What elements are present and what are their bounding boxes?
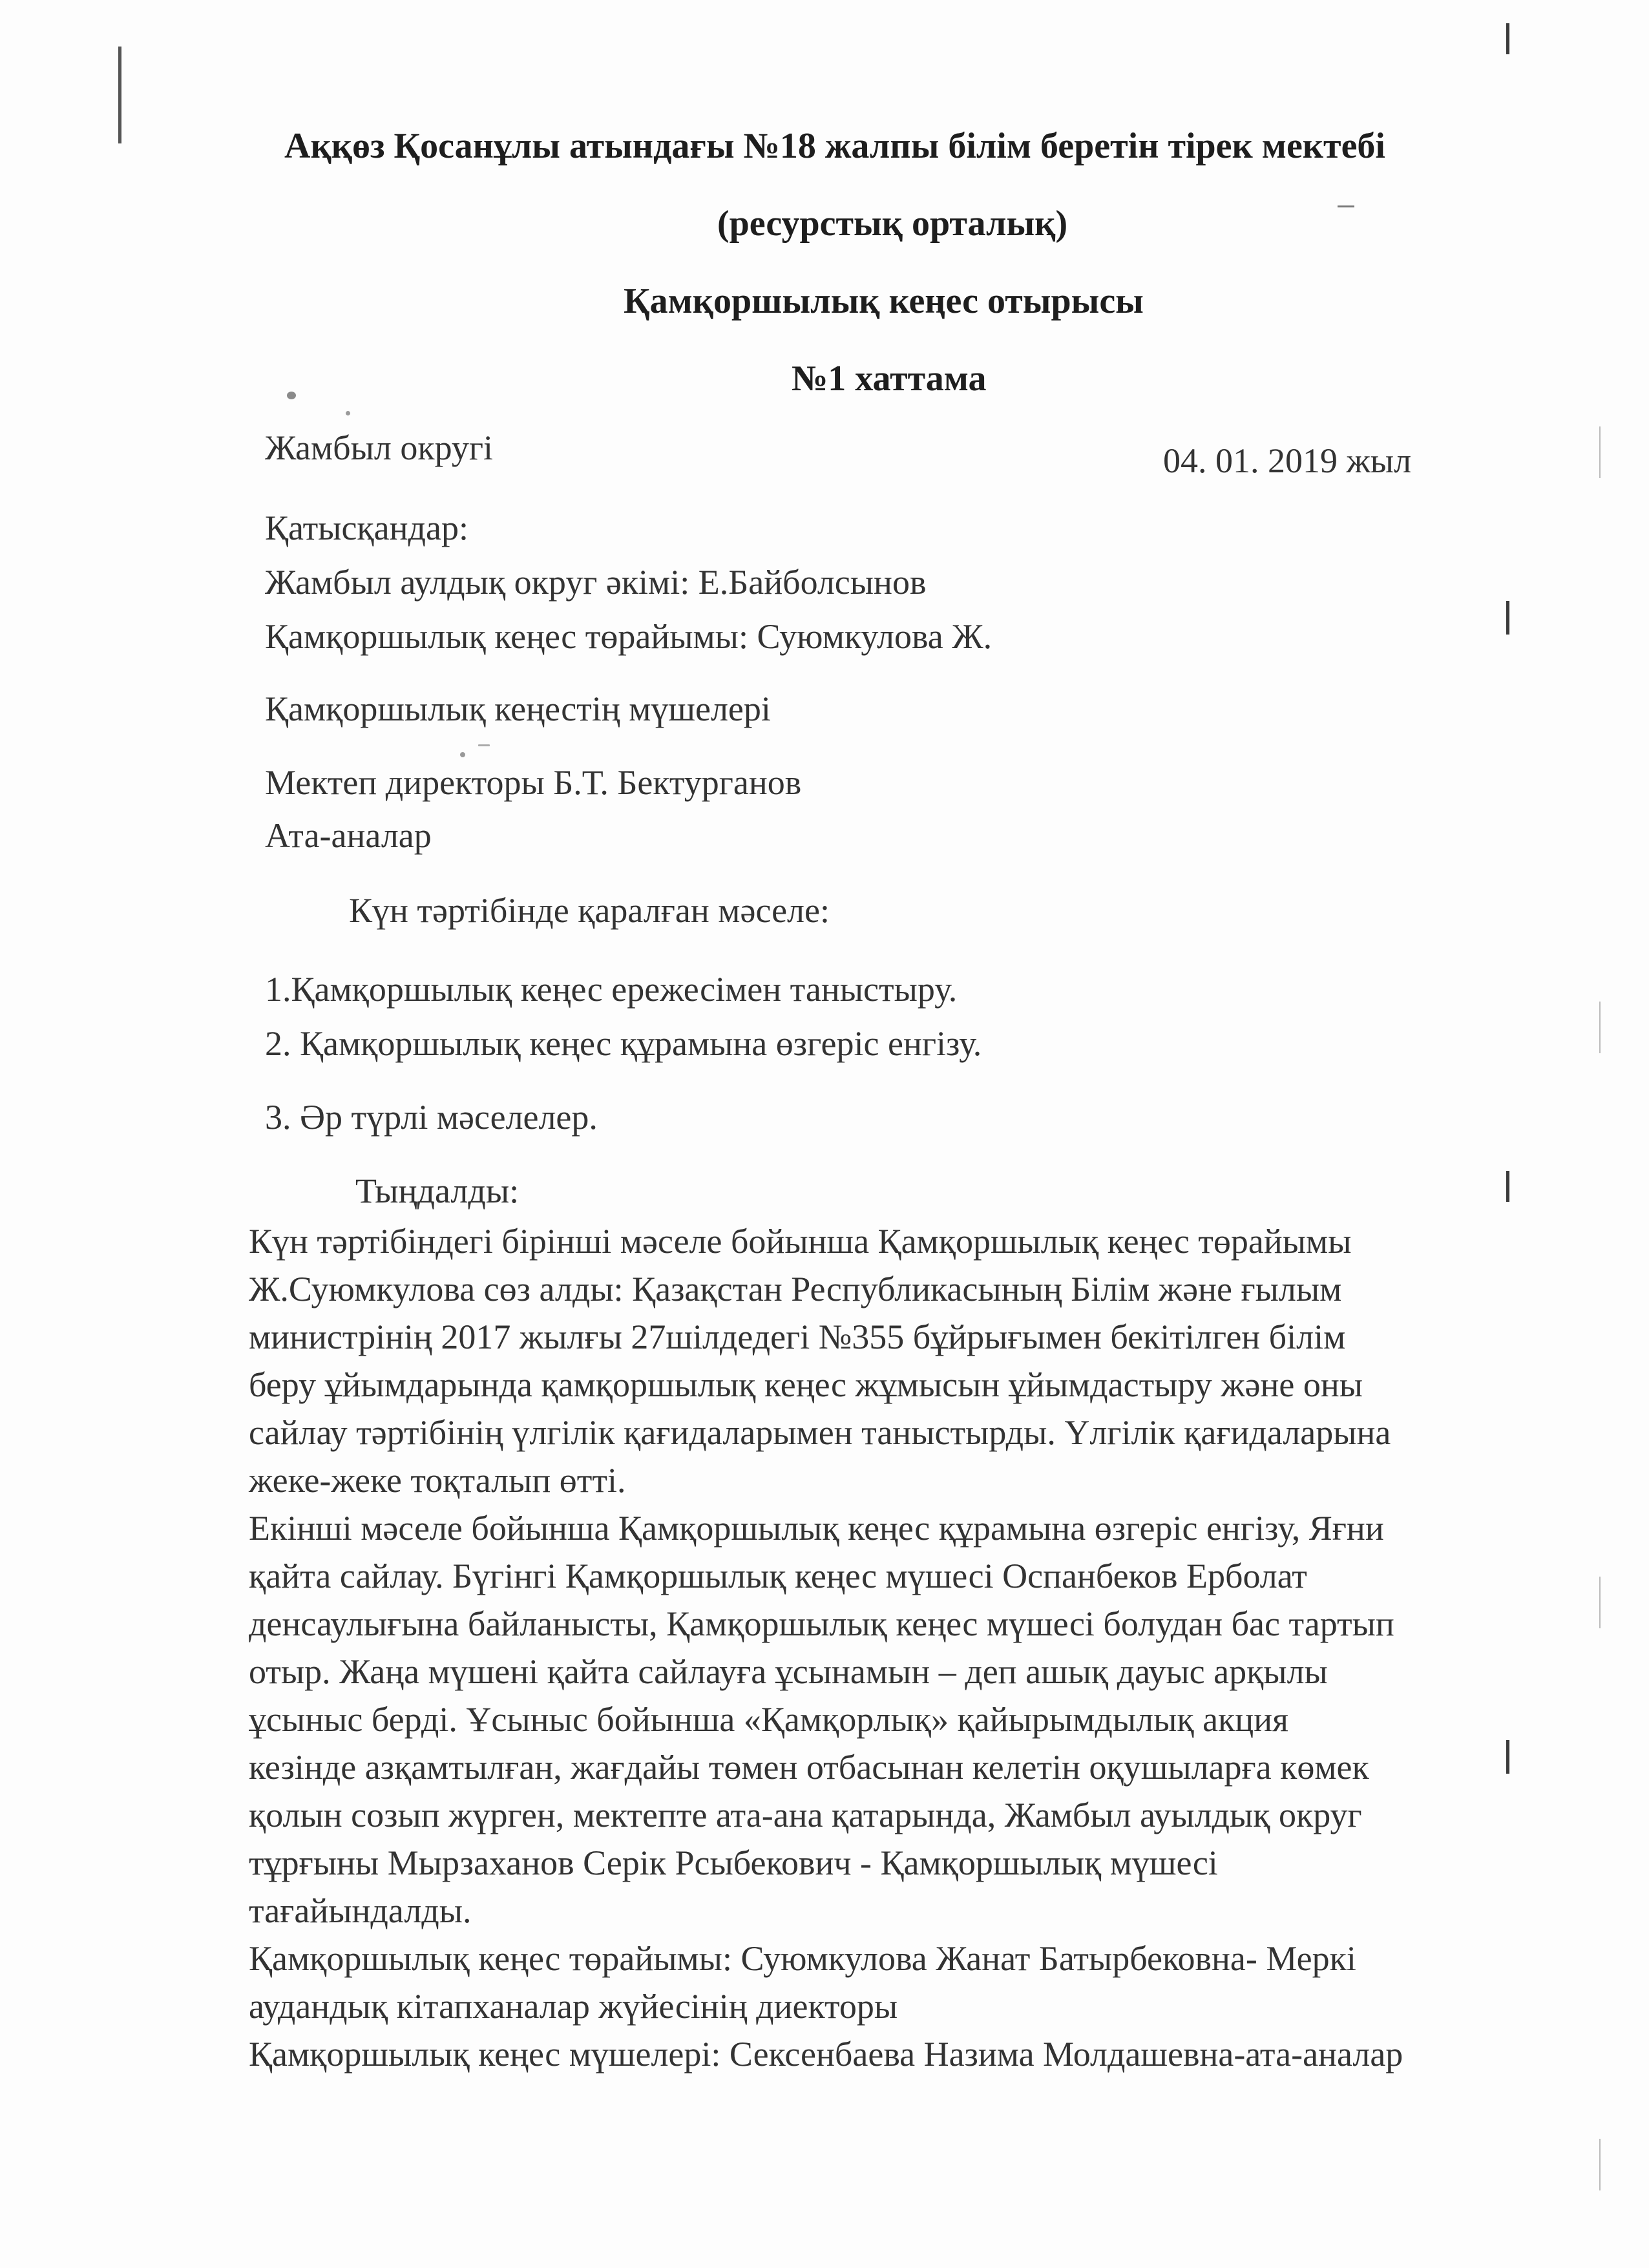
date-text: 04. 01. 2019 жыл <box>1163 441 1412 480</box>
scan-mark-top-right <box>1506 23 1509 54</box>
scan-speck-3 <box>460 752 465 757</box>
scan-speck-1 <box>287 392 296 399</box>
heard-line: министрінің 2017 жылғы 27шілдедегі №355 бұйрығымен бекітілген білім <box>249 1318 1346 1356</box>
heard-line: аудандық кітапханалар жүйесінің диекторы <box>249 1987 898 2026</box>
scan-mark-right-2 <box>1506 1171 1509 1202</box>
scan-mark-left <box>118 47 121 143</box>
heard-line: тұрғыны Мырзаханов Серік Рсыбекович - Қамқоршылық мүшесі <box>249 1843 1218 1882</box>
protocol-number-text: №1 хаттама <box>792 359 987 399</box>
attendee-akim: Жамбыл аулдық округ әкімі: Е.Байболсынов <box>265 563 927 602</box>
scan-mark-right-7 <box>1599 2139 1601 2190</box>
scan-speck-2 <box>346 411 350 415</box>
school-name-text: Аққөз Қосанұлы атындағы №18 жалпы білім беретін тірек мектебі <box>284 126 1385 166</box>
members-heading: Қамқоршылық кеңестің мүшелері <box>265 689 771 728</box>
heard-line: сайлау тәртібінің үлгілік қағидаларымен таныстырды. Үлгілік қағидаларына <box>249 1413 1391 1452</box>
meeting-title-text: Қамқоршылық кеңес отырысы <box>624 281 1144 321</box>
heard-line: Екінші мәселе бойынша Қамқоршылық кеңес құрамына өзгеріс енгізу, Яғни <box>249 1509 1384 1548</box>
heard-line: кезінде азқамтылған, жағдайы төмен отбасынан келетін оқушыларға көмек <box>249 1748 1369 1787</box>
scan-mark-right-5 <box>1599 1002 1601 1053</box>
heard-line: Күн тәртібіндегі бірінші мәселе бойынша Қамқоршылық кеңес төрайымы <box>249 1222 1352 1261</box>
heard-line: ұсыныс берді. Ұсыныс бойынша «Қамқорлық» қайырымдылық акция <box>249 1700 1288 1739</box>
scan-mark-right-6 <box>1599 1577 1601 1628</box>
heard-line: беру ұйымдарында қамқоршылық кеңес жұмысын ұйымдастыру және оны <box>249 1365 1363 1404</box>
heard-line: жеке-жеке тоқталып өтті. <box>249 1461 626 1500</box>
heard-line: қайта сайлау. Бүгінгі Қамқоршылық кеңес мүшесі Оспанбеков Ерболат <box>249 1557 1307 1595</box>
attendees-heading: Қатысқандар: <box>265 509 468 547</box>
member-parents: Ата-аналар <box>265 816 432 855</box>
agenda-item: 2. Қамқоршылық кеңес құрамына өзгеріс енгізу. <box>265 1024 982 1063</box>
heard-line: қолын созып жүрген, мектепте ата-ана қатарында, Жамбыл ауылдық округ <box>249 1796 1362 1834</box>
heard-line: Қамқоршылық кеңес мүшелері: Сексенбаева Назима Молдашевна-ата-аналар <box>249 2035 1403 2074</box>
scan-speck-4 <box>478 744 490 746</box>
heard-line: отыр. Жаңа мүшені қайта сайлауға ұсынамын – деп ашық дауыс арқылы <box>249 1652 1328 1691</box>
scan-mark-right-1 <box>1506 601 1509 635</box>
agenda-item: 3. Әр түрлі мәселелер. <box>265 1098 598 1137</box>
resource-center-text: (ресурстық орталық) <box>717 204 1068 244</box>
scan-mark-right-3 <box>1506 1740 1509 1774</box>
location-text: Жамбыл округі <box>265 428 494 467</box>
agenda-item: 1.Қамқоршылық кеңес ережесімен таныстыру. <box>265 970 958 1009</box>
heard-line: Ж.Суюмкулова сөз алды: Қазақстан Республикасының Білім және ғылым <box>249 1270 1342 1308</box>
scan-dash-right <box>1338 205 1354 207</box>
heard-line: денсаулығына байланысты, Қамқоршылық кеңес мүшесі болудан бас тартып <box>249 1604 1394 1643</box>
heard-line: Қамқоршылық кеңес төрайымы: Суюмкулова Жанат Батырбековна- Меркі <box>249 1939 1356 1978</box>
scan-mark-right-4 <box>1599 426 1601 478</box>
agenda-heading: Күн тәртібінде қаралған мәселе: <box>349 891 830 930</box>
member-director: Мектеп директоры Б.Т. Бектурганов <box>265 763 802 802</box>
attendee-chair: Қамқоршылық кеңес төрайымы: Суюмкулова Ж. <box>265 617 993 656</box>
heard-heading: Тыңдалды: <box>355 1171 520 1210</box>
heard-line: тағайындалды. <box>249 1891 472 1930</box>
